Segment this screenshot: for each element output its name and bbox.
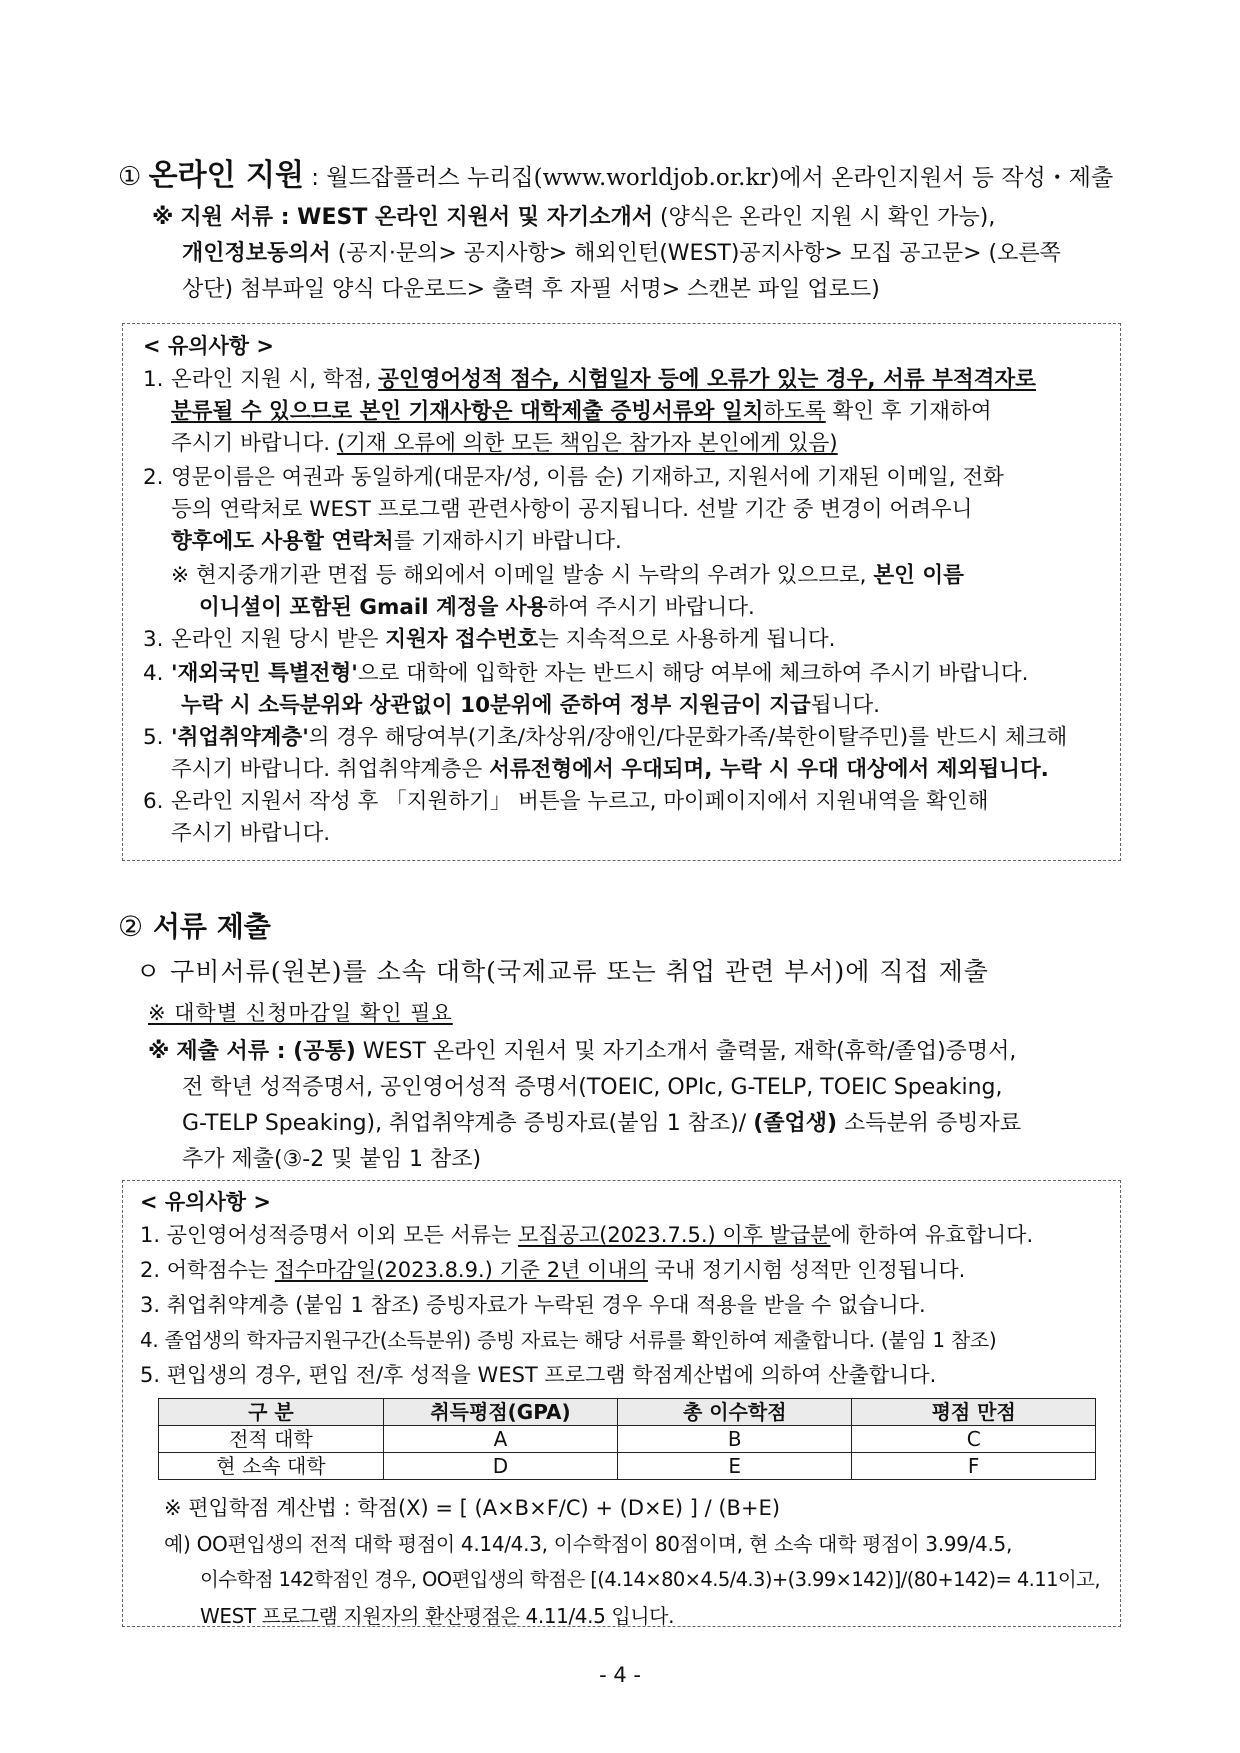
section-1-heading: [118, 150, 1113, 194]
section-1-colon: :: [311, 165, 320, 191]
docs-line1-rest: (양식은 온라인 지원 시 확인 가능),: [652, 205, 996, 230]
section-2-title: 서류 제출: [152, 910, 271, 943]
docs-mark: ※: [152, 205, 174, 230]
caution-1-title: < 유의사항 >: [143, 334, 274, 358]
formula-example-line-2: 이수학점 142학점인 경우, OO편입생의 학점은 [(4.14×80×4.5/4.3)+(3.99×142)]/(80+142)= 4.11이고,: [200, 1568, 1100, 1591]
transfer-grade-table: [158, 1398, 1096, 1480]
caution-2-item-2: 2. 어학점수는 접수마감일(2023.8.9.) 기준 2년 이내의 국내 정기시험 성적만 인정됩니다.: [140, 1258, 966, 1282]
section-1-desc: 월드잡플러스 누리집(www.worldjob.or.kr)에서 온라인지원서 등 작성・제출: [326, 165, 1114, 191]
caution-2-list: [140, 1218, 1033, 1393]
docs-line3: 상단) 첨부파일 양식 다운로드> 출력 후 자필 서명> 스캔본 파일 업로드): [182, 277, 880, 302]
caution-1-item-3: 3. 온라인 지원 당시 받은 지원자 접수번호는 지속적으로 사용하게 됩니다.: [143, 627, 836, 652]
table-cell: F: [852, 1453, 1096, 1480]
table-header: 취득평점(GPA): [383, 1399, 617, 1426]
caution-1-item-2: 2. 영문이름은 여권과 동일하게(대문자/성, 이름 순) 기재하고, 지원서에 기재된 이메일, 전화 등의 연락처로 WEST 프로그램 관련사항이 공지됩니다. 선발 기간 중 변경이 어려우니 향후에도 사용할 연락처를 기재하시기 바랍니다. ※ 현지중개기관 면접 등 해외에서 이메일 발송 시 누락의 우려가 있으므로, 본인 이름 이니셜이 포함된 Gmail 계정을 사용하여 주시기 바랍니다.: [143, 465, 1004, 620]
table-row: [159, 1426, 1096, 1453]
caution-2-item-3: 3. 취업취약계층 (붙임 1 참조) 증빙자료가 누락된 경우 우대 적용을 받을 수 없습니다.: [140, 1293, 926, 1317]
section-2-number: ②: [118, 910, 144, 943]
caution-2-item-4: 4. 졸업생의 학자금지원구간(소득분위) 증빙 자료는 해당 서류를 확인하여 제출합니다. (붙임 1 참조): [140, 1328, 997, 1352]
table-header-row: [159, 1399, 1096, 1426]
caution-1-item-1: 1. 온라인 지원 시, 학점, 공인영어성적 점수, 시험일자 등에 오류가 있는 경우, 서류 부적격자로 분류될 수 있으므로 본인 기재사항은 대학제출 증빙서류와 일치하도록 확인 후 기재하여 주시기 바랍니다. (기재 오류에 의한 모든 책임은 참가자 본인에게 있음): [143, 367, 1036, 456]
section-1-docs: [152, 200, 1118, 308]
table-cell: E: [618, 1453, 852, 1480]
caution-2-title: < 유의사항 >: [140, 1190, 271, 1214]
section-2-docs: ※ 제출 서류 : (공통) WEST 온라인 지원서 및 자기소개서 출력물, 재학(휴학/졸업)증명서, 전 학년 성적증명서, 공인영어성적 증명서(TOEIC, OPIc, G-TELP, TOEIC Speaking, G-TELP Speaking), 취업취약계층 증빙자료(붙임 1 참조)/ (졸업생) 소득분위 증빙자료 추가 제출(③-2 및 붙임 1 참조): [148, 1039, 1022, 1172]
caution-1-item-5: 5. '취업취약계층'의 경우 해당여부(기초/차상위/장애인/다문화가족/북한이탈주민)를 반드시 체크해 주시기 바랍니다. 취업취약계층은 서류전형에서 우대되며, 누락 시 우대 대상에서 제외됩니다.: [143, 725, 1068, 782]
privacy-form-label: 개인정보동의서: [182, 241, 331, 266]
caution-1-item-6: 6. 온라인 지원서 작성 후 「지원하기」 버튼을 누르고, 마이페이지에서 지원내역을 확인해 주시기 바랍니다.: [143, 789, 989, 846]
section-2-heading: [118, 905, 271, 945]
table-row: [159, 1453, 1096, 1480]
page-number: - 4 -: [599, 1663, 641, 1687]
deadline-note: ※ 대학별 신청마감일 확인 필요: [148, 1001, 453, 1025]
docs-line2-rest: (공지·문의> 공지사항> 해외인턴(WEST)공지사항> 모집 공고문> (오른쪽: [330, 241, 1061, 266]
formula-example-line-1: 예) OO편입생의 전적 대학 평점이 4.14/4.3, 이수학점이 80점이며, 현 소속 대학 평점이 3.99/4.5,: [164, 1532, 1013, 1556]
table-cell: A: [383, 1426, 617, 1453]
table-header: 평점 만점: [852, 1399, 1096, 1426]
table-header: 총 이수학점: [618, 1399, 852, 1426]
section-1-number: ①: [118, 162, 142, 192]
submission-instruction: ㅇ 구비서류(원본)를 소속 대학(국제교류 또는 취업 관련 부서)에 직접 제출: [136, 957, 989, 986]
table-cell: 현 소속 대학: [159, 1453, 384, 1480]
caution-2-item-5: 5. 편입생의 경우, 편입 전/후 성적을 WEST 프로그램 학점계산법에 의하여 산출합니다.: [140, 1363, 937, 1387]
table-cell: 전적 대학: [159, 1426, 384, 1453]
docs-label: 지원 서류 : WEST 온라인 지원서 및 자기소개서: [180, 205, 653, 230]
table-cell: D: [383, 1453, 617, 1480]
table-cell: B: [618, 1426, 852, 1453]
transfer-formula: ※ 편입학점 계산법 : 학점(X) = [ (A×B×F/C) + (D×E) ] / (B+E): [164, 1496, 781, 1520]
section-1-title: 온라인 지원: [148, 158, 304, 193]
table-header: 구 분: [159, 1399, 384, 1426]
table-cell: C: [852, 1426, 1096, 1453]
caution-2-item-1: 1. 공인영어성적증명서 이외 모든 서류는 모집공고(2023.7.5.) 이후 발급분에 한하여 유효합니다.: [140, 1223, 1034, 1247]
formula-example-line-3: WEST 프로그램 지원자의 환산평점은 4.11/4.5 입니다.: [200, 1604, 675, 1628]
caution-1-item-4: 4. '재외국민 특별전형'으로 대학에 입학한 자는 반드시 해당 여부에 체크하여 주시기 바랍니다. 누락 시 소득분위와 상관없이 10분위에 준하여 정부 지원금이 지급됩니다.: [143, 661, 1029, 718]
